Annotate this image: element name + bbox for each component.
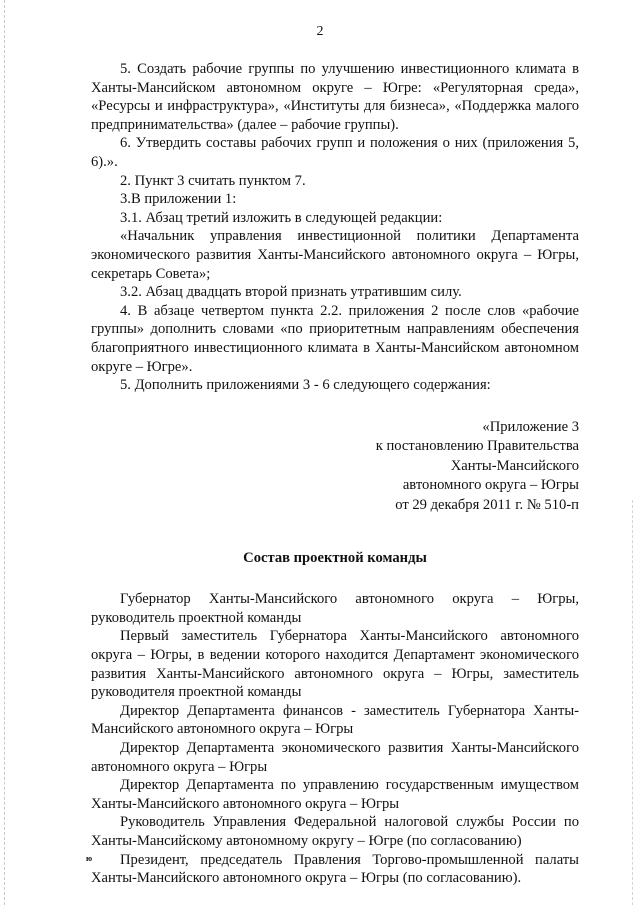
- member-item: Директор Департамента экономического развития Ханты-Мансийского автономного округа – Югры: [91, 740, 579, 775]
- appendix-line-3: Ханты-Мансийского: [450, 457, 579, 474]
- member-item: Первый заместитель Губернатора Ханты-Мансийского автономного округа – Югры, в ведении которого находится Департамент экономического развития Ханты-Мансийского автономного округа – Югры, заместитель руководителя проектной команды: [91, 628, 579, 701]
- paragraph-point-3-1: 3.1. Абзац третий изложить в следующей редакции:: [120, 209, 443, 226]
- paragraph-point-4: 4. В абзаце четвертом пункта 2.2. приложения 2 после слов «рабочие группы» дополнить словами «по приоритетным направлениям обеспечения благоприятного инвестиционного климата в Ханты-Мансийском автономном округе – Югре».: [91, 302, 579, 375]
- member-item: Директор Департамента финансов - заместитель Губернатора Ханты-Мансийского автономного округа – Югры: [91, 702, 579, 738]
- paragraph-item-6: 6. Утвердить составы рабочих групп и положения о них (приложения 5, 6).».: [91, 135, 579, 170]
- member-item: Президент, председатель Правления Торгово-промышленной палаты Ханты-Мансийского автономного округа – Югры (по согласованию).: [91, 851, 579, 887]
- appendix-note: [91, 418, 579, 516]
- member-item: Директор Департамента по управлению государственным имуществом Ханты-Мансийского автономного округа – Югры: [91, 777, 579, 812]
- paragraph-point-3-2: 3.2. Абзац двадцать второй признать утратившим силу.: [120, 284, 462, 301]
- appendix-line-5: от 29 декабря 2011 г. № 510-п: [395, 497, 579, 514]
- paragraph-quote-secretary: «Начальник управления инвестиционной политики Департамента экономического развития Ханты-Мансийского автономного округа – Югры, секретарь Совета»;: [91, 228, 579, 282]
- footer-mark: ю: [86, 854, 93, 863]
- paragraph-item-5: 5. Создать рабочие группы по улучшению инвестиционного климата в Ханты-Мансийском автономном округе – Югре: «Регуляторная среда», «Ресурсы и инфраструктура», «Институты для бизнеса», «Поддержка малого предпринимательства» (далее – рабочие группы).: [91, 61, 579, 133]
- paragraph-point-5: 5. Дополнить приложениями 3 - 6 следующего содержания:: [120, 377, 491, 394]
- section-title: Состав проектной команды: [243, 549, 427, 566]
- member-item: Губернатор Ханты-Мансийского автономного округа – Югры, руководитель проектной команды: [91, 591, 579, 626]
- paragraph-point-3: 3.В приложении 1:: [120, 191, 237, 208]
- appendix-line-1: «Приложение 3: [482, 418, 579, 435]
- appendix-line-4: автономного округа – Югры: [402, 477, 579, 494]
- document-body: [91, 60, 579, 888]
- scan-edge-left: [4, 0, 6, 905]
- appendix-line-2: к постановлению Правительства: [375, 438, 579, 455]
- member-item: Руководитель Управления Федеральной налоговой службы России по Ханты-Мансийскому автономному округу – Югре (по согласованию): [91, 814, 579, 849]
- page-number: 2: [316, 24, 324, 39]
- scan-edge-right: [632, 500, 634, 905]
- paragraph-point-2: 2. Пункт 3 считать пунктом 7.: [120, 172, 306, 189]
